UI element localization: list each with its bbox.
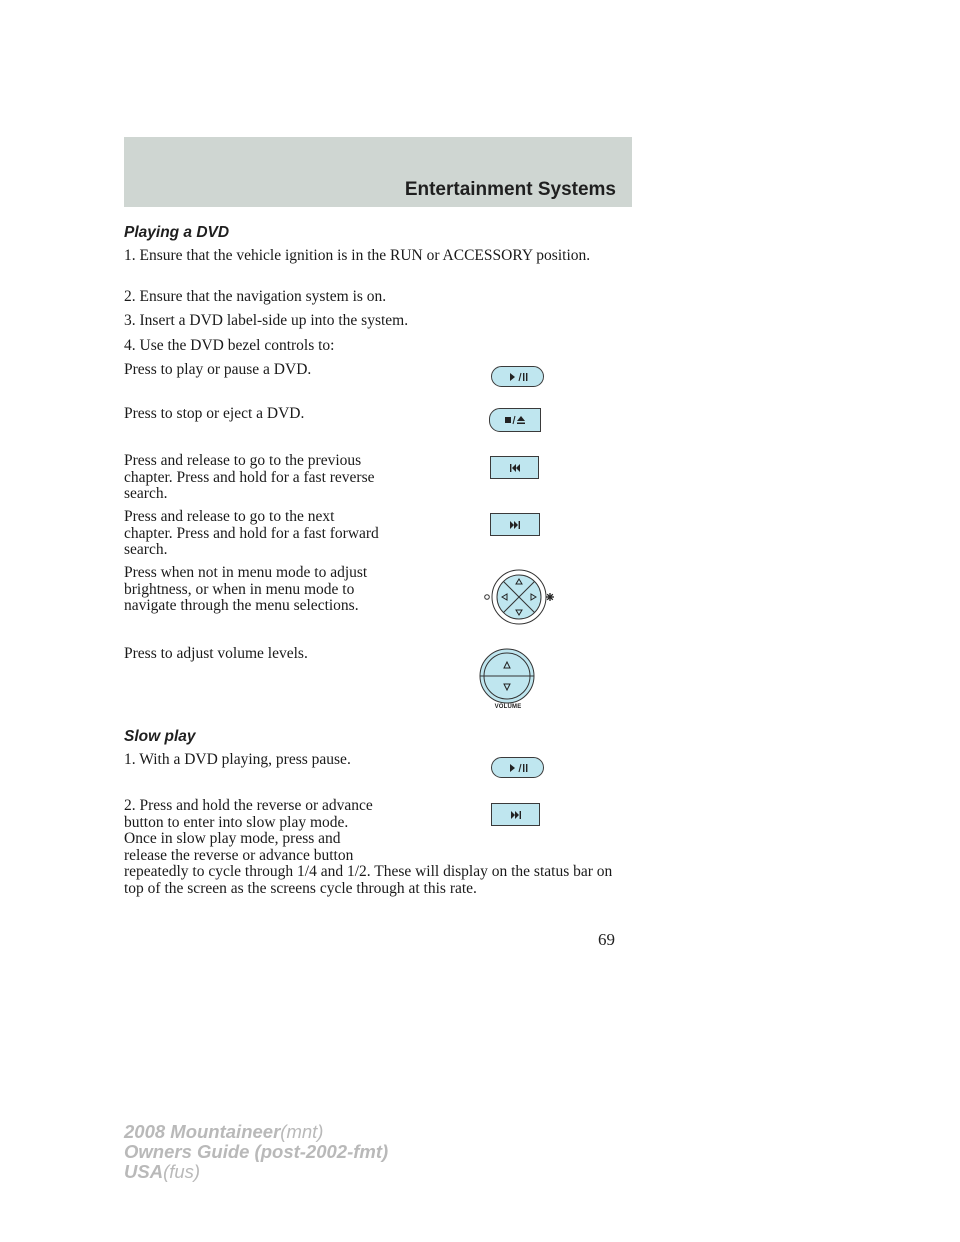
footer [124,1122,388,1182]
footer-market-code: (fus) [163,1161,201,1182]
slow-play-step-1: 1. With a DVD playing, press pause. [124,751,351,768]
step-3: 3. Insert a DVD label-side up into the system. [124,312,409,329]
brightness-high-icon [546,593,554,601]
slow-play-pause-button [491,757,544,778]
next-chapter-icon [509,520,521,530]
volume-rocker-icon [477,646,539,712]
heading-slow-play: Slow play [124,728,196,745]
float-spacer [379,798,624,848]
footer-line-3 [124,1162,388,1182]
footer-market: USA [124,1161,164,1182]
slow-play-step-2-text: 2. Press and hold the reverse or advance button to enter into slow play mode. Once in slow play mode, press and release the reverse or advance button repeatedly to cycle through 1/4 and 1/2. These will display on the status bar on top of the screen as the screens cycle through at this rate. [124,797,613,897]
step-2: 2. Ensure that the navigation system is on. [124,288,387,305]
footer-line-2: Owners Guide (post-2002-fmt) [124,1141,389,1162]
step-1: 1. Ensure that the vehicle ignition is in the RUN or ACCESSORY position. [124,247,591,264]
page-number: 69 [598,930,615,949]
stop-eject-button [489,408,541,432]
footer-model-code: (mnt) [280,1121,324,1142]
control-volume-text: Press to adjust volume levels. [124,645,308,662]
slow-play-step-2 [124,798,624,897]
brightness-low-icon [485,595,490,600]
footer-model: 2008 Mountaineer [124,1121,281,1142]
control-brightness-navigation-text: Press when not in menu mode to adjust brightness, or when in menu mode to navigate through the menu selections. [124,564,368,614]
section-title: Entertainment Systems [404,179,616,200]
previous-chapter-button [490,456,539,479]
control-stop-eject-text: Press to stop or eject a DVD. [124,405,305,422]
previous-chapter-icon [509,463,521,473]
stop-eject-icon [504,415,526,425]
play-pause-icon [508,763,528,773]
control-previous-chapter-text: Press and release to go to the previous chapter. Press and hold for a fast reverse search. [124,452,375,502]
heading-playing-dvd: Playing a DVD [124,224,230,241]
step-4: 4. Use the DVD bezel controls to: [124,337,335,354]
brightness-navigation-control [480,568,558,626]
play-pause-button [491,366,544,387]
footer-line-1 [124,1122,388,1142]
control-next-chapter-text: Press and release to go to the next chapter. Press and hold for a fast forward search. [124,508,379,558]
play-pause-icon [508,372,528,382]
next-chapter-button [490,513,540,536]
control-play-pause-text: Press to play or pause a DVD. [124,361,312,378]
volume-label: VOLUME [494,704,522,710]
header-band [124,137,632,207]
